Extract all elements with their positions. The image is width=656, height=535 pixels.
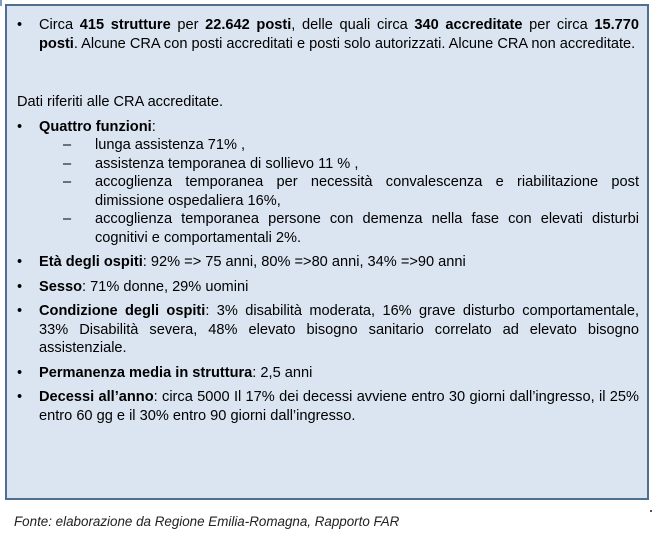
bullet-dot: •	[17, 389, 23, 405]
bullet-strutture	[17, 16, 639, 53]
bullet-sesso	[17, 278, 639, 297]
edge-dot	[650, 510, 652, 512]
bullet-dot: •	[17, 278, 23, 295]
text: , delle quali circa	[291, 17, 415, 33]
bold-text: 340 accreditate	[414, 17, 523, 33]
text: per circa	[522, 17, 595, 33]
bullet-dot: •	[17, 303, 23, 319]
bullet-condizione	[17, 302, 639, 358]
list-item	[39, 210, 639, 247]
bold-label: Età degli ospiti	[39, 254, 143, 270]
list-item	[39, 136, 639, 155]
funzioni-list	[39, 136, 639, 247]
bullet-funzioni	[17, 118, 639, 248]
list-item	[39, 173, 639, 210]
text: : 2,5 anni	[252, 364, 313, 381]
list-item-text: accoglienza temporanea persone con demenza nella fase con elevati disturbi cognitivi e comportamentali 2%.	[95, 211, 639, 246]
bold-label: Quattro funzioni	[39, 118, 152, 135]
list-item	[39, 155, 639, 174]
dash: –	[63, 174, 72, 190]
dash: –	[63, 155, 72, 172]
text: :	[151, 118, 156, 135]
bold-label: Decessi all’anno	[39, 389, 154, 405]
text: : circa 5000 Il 17% dei decessi avviene entro 30 giorni dall’ingresso, il 25% entro 60 gg e il 30% entro 90 giorni dall’ingresso.	[39, 389, 639, 424]
text: per	[170, 17, 206, 33]
dash: –	[63, 137, 72, 153]
list-item-text: lunga assistenza 71% ,	[95, 137, 246, 153]
bold-text: 15.770 posti	[39, 17, 639, 52]
bold-label: Condizione degli ospiti	[39, 303, 206, 319]
bold-label: Permanenza media in struttura	[39, 364, 253, 381]
corner-mark	[0, 0, 2, 6]
text: . Alcune CRA con posti accreditati e posti solo autorizzati. Alcune CRA non accreditate.	[73, 35, 636, 52]
bullet-dot: •	[17, 254, 23, 270]
text: : 3% disabilità moderata, 16% grave disturbo comportamentale, 33% Disabilità severa, 48% elevato bisogno sanitario correlato ad elevato bisogno assistenziale.	[39, 303, 639, 356]
bullet-decessi	[17, 388, 639, 425]
text: : 92% => 75 anni, 80% =>80 anni, 34% =>90 anni	[142, 254, 466, 270]
source-caption: Fonte: elaborazione da Regione Emilia-Romagna, Rapporto FAR	[14, 514, 400, 529]
info-box-content	[17, 16, 639, 425]
text: Circa	[39, 17, 80, 33]
text: : 71% donne, 29% uomini	[82, 278, 249, 295]
bold-text: 415 strutture	[79, 17, 171, 33]
bullet-dot: •	[17, 118, 23, 135]
info-box	[5, 4, 649, 500]
bullet-permanenza	[17, 364, 639, 383]
bullet-dot: •	[17, 17, 23, 33]
dati-riferiti-text: Dati riferiti alle CRA accreditate.	[17, 94, 224, 110]
dash: –	[63, 211, 72, 227]
list-item-text: accoglienza temporanea per necessità convalescenza e riabilitazione post dimissione ospedaliera 16%,	[95, 174, 639, 209]
bold-label: Sesso	[39, 278, 82, 295]
list-item-text: assistenza temporanea di sollievo 11 % ,	[95, 155, 359, 172]
bold-text: 22.642 posti	[205, 17, 292, 33]
bullet-eta	[17, 253, 639, 272]
bullet-dot: •	[17, 364, 23, 381]
